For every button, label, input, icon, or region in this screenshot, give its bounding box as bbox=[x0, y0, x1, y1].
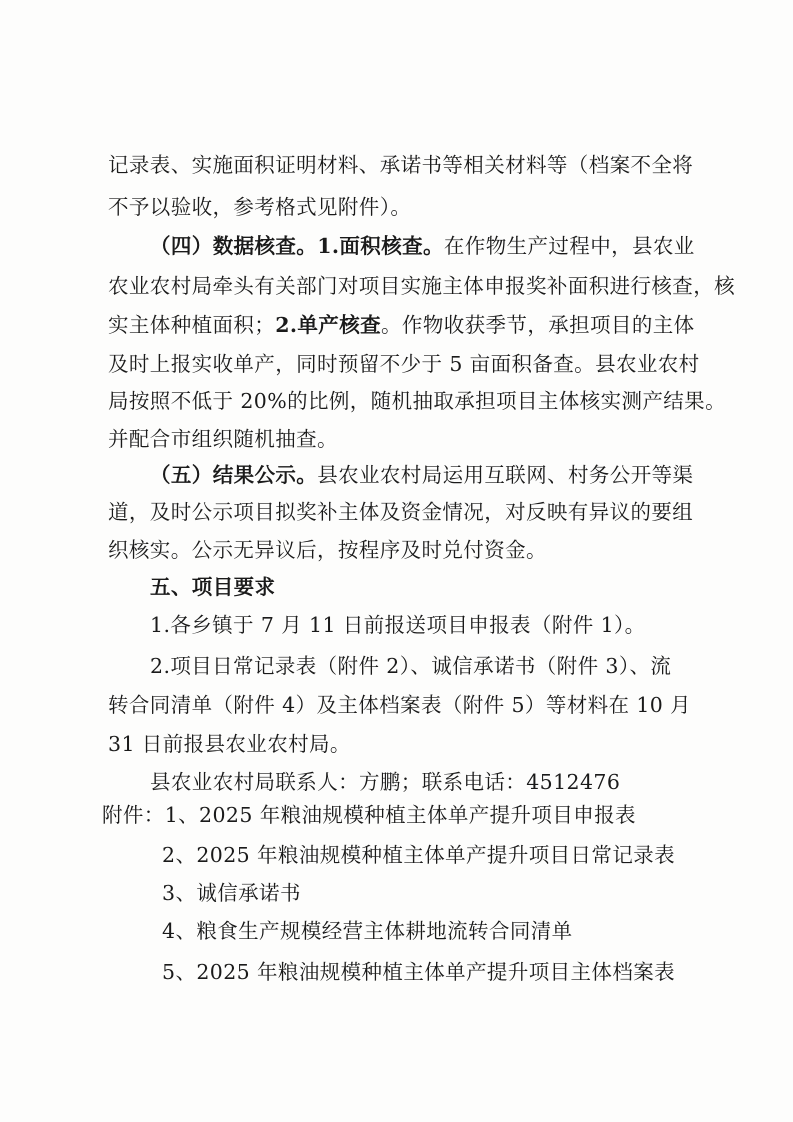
paragraph-line: 织核实。公示无异议后，按程序及时兑付资金。 bbox=[108, 538, 547, 562]
paragraph-line: 1.各乡镇于 7 月 11 日前报送项目申报表（附件 1）。 bbox=[150, 613, 646, 637]
contact-line: 县农业农村局联系人：方鹏；联系电话：4512476 bbox=[150, 770, 621, 794]
section-4-line bbox=[150, 231, 695, 261]
paragraph-line: 31 日前报县农业农村局。 bbox=[108, 732, 351, 756]
paragraph-line: 局按照不低于 20%的比例，随机抽取承担项目主体核实测产结果。 bbox=[108, 389, 726, 413]
attachment-item: 5、2025 年粮油规模种植主体单产提升项目主体档案表 bbox=[162, 960, 676, 984]
area-check-label: 1.面积核查。 bbox=[317, 234, 444, 258]
section-5-text: 县农业农村局运用互联网、村务公开等渠 bbox=[317, 463, 694, 487]
paragraph-line: 并配合市组织随机抽查。 bbox=[108, 427, 338, 451]
section-4-text: 实主体种植面积； bbox=[108, 313, 276, 337]
paragraph-line: 道，及时公示项目拟奖补主体及资金情况，对反映有异议的要组 bbox=[108, 500, 694, 524]
paragraph-line: 不予以验收，参考格式见附件）。 bbox=[108, 195, 412, 219]
paragraph-line: 2.项目日常记录表（附件 2）、诚信承诺书（附件 3）、流 bbox=[150, 654, 672, 678]
section-5-line bbox=[150, 460, 693, 490]
section-4-label: （四）数据核查。 bbox=[150, 234, 318, 258]
paragraph-line: 转合同清单（附件 4）及主体档案表（附件 5）等材料在 10 月 bbox=[108, 693, 692, 717]
attachment-item: 3、诚信承诺书 bbox=[162, 881, 301, 905]
attachment-label: 附件： bbox=[102, 803, 165, 827]
yield-check-label: 2.单产核查 bbox=[275, 313, 382, 337]
attachment-item: 4、粮食生产规模经营主体耕地流转合同清单 bbox=[162, 919, 573, 943]
attachment-line bbox=[102, 800, 636, 830]
paragraph-line: 农业农村局牵头有关部门对项目实施主体申报奖补面积进行核查，核 bbox=[108, 274, 735, 298]
section-4-line bbox=[108, 310, 695, 340]
section-heading: 五、项目要求 bbox=[150, 575, 276, 599]
section-4-text: 在作物生产过程中，县农业 bbox=[443, 234, 695, 258]
section-5-label: （五）结果公示。 bbox=[150, 463, 318, 487]
paragraph-line: 记录表、实施面积证明材料、承诺书等相关材料等（档案不全将 bbox=[108, 153, 694, 177]
section-4-text: 。作物收获季节，承担项目的主体 bbox=[381, 313, 695, 337]
attachment-item: 1、2025 年粮油规模种植主体单产提升项目申报表 bbox=[164, 803, 636, 827]
attachment-item: 2、2025 年粮油规模种植主体单产提升项目日常记录表 bbox=[162, 843, 676, 867]
paragraph-line: 及时上报实收单产，同时预留不少于 5 亩面积备查。县农业农村 bbox=[108, 352, 700, 376]
